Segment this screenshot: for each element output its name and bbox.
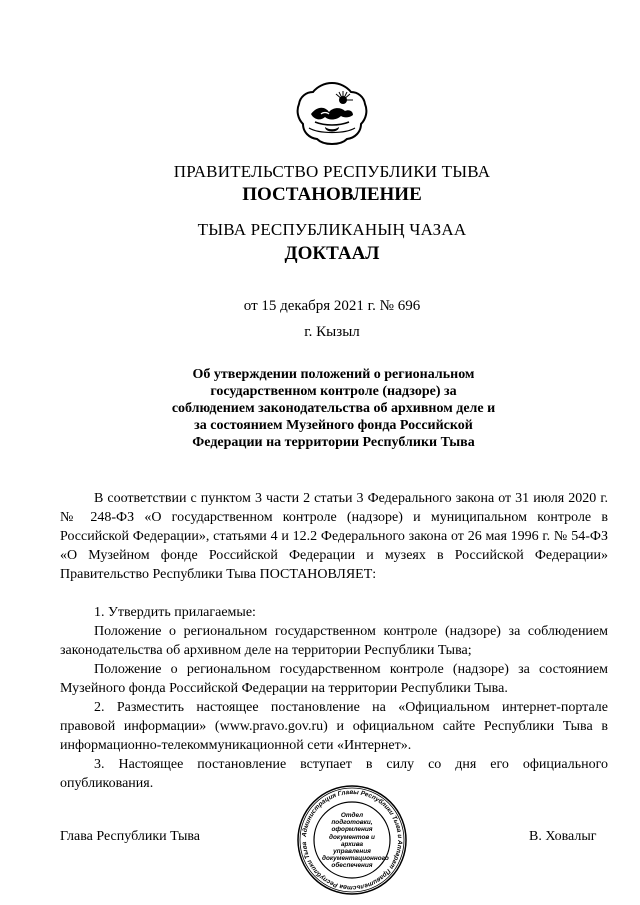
- signatory-position: Глава Республики Тыва: [60, 829, 201, 844]
- item-1-b: Положение о региональном государственном контроле (надзоре) за состоянием Музейного фонда Российской Федерации на территории Республики Тыва.: [60, 662, 608, 696]
- tyva-coat-of-arms-icon: [295, 80, 369, 146]
- city: г. Кызыл: [304, 324, 360, 340]
- document-type: ПОСТАНОВЛЕНИЕ: [242, 184, 422, 205]
- government-heading: ПРАВИТЕЛЬСТВО РЕСПУБЛИКИ ТЫВА: [173, 162, 491, 181]
- signatory-name: В. Ховалыг: [529, 829, 597, 844]
- document-body: [60, 489, 608, 793]
- government-heading-tyva: ТЫВА РЕСПУБЛИКАНЫҢ ЧАЗАА: [197, 220, 467, 239]
- item-1-a: Положение о региональном государственном контроле (надзоре) за соблюдением законодательства об архивном деле на территории Республики Тыва;: [60, 624, 608, 658]
- stamp-ring-text: Администрация Главы Республики Тыва и Аппарат Правительства Республики Тыва: [301, 788, 404, 892]
- date-number: от 15 декабря 2021 г. № 696: [243, 298, 421, 314]
- stamp-inner-text: Отдел подготовки, оформления документов и архива управления документационного обеспечения: [322, 812, 389, 870]
- preamble-paragraph: В соответствии с пунктом 3 части 2 статьи 3 Федерального закона от 31 июля 2020 г. № 248-ФЗ «О государственном контроле (надзоре) и муниципальном контроле в Российской Федерации», статьями 4 и 12.2 Федерального закона от 26 мая 1996 г. № 54-ФЗ «О Музейном фонде Российской Федерации и музеях в Российской Федерации» Правительство Республики Тыва ПОСТАНОВЛЯЕТ:: [60, 491, 608, 582]
- item-1: 1. Утвердить прилагаемые:: [94, 605, 256, 620]
- item-2: 2. Разместить настоящее постановление на «Официальном интернет-портале правовой информации» (www.pravo.gov.ru) и официальном сайте Республики Тыва в информационно-телекоммуникационной сети «Интернет».: [60, 700, 608, 753]
- item-3: 3. Настоящее постановление вступает в силу со дня его официального опубликования.: [60, 757, 608, 791]
- document-type-tyva: ДОКТААЛ: [284, 243, 380, 264]
- document-title: Об утверждении положений о региональном государственном контроле (надзоре) за соблюдением законодательства об архивном деле и за состоянием Музейного фонда Российской Федерации на территории Республики Тыва: [171, 367, 496, 450]
